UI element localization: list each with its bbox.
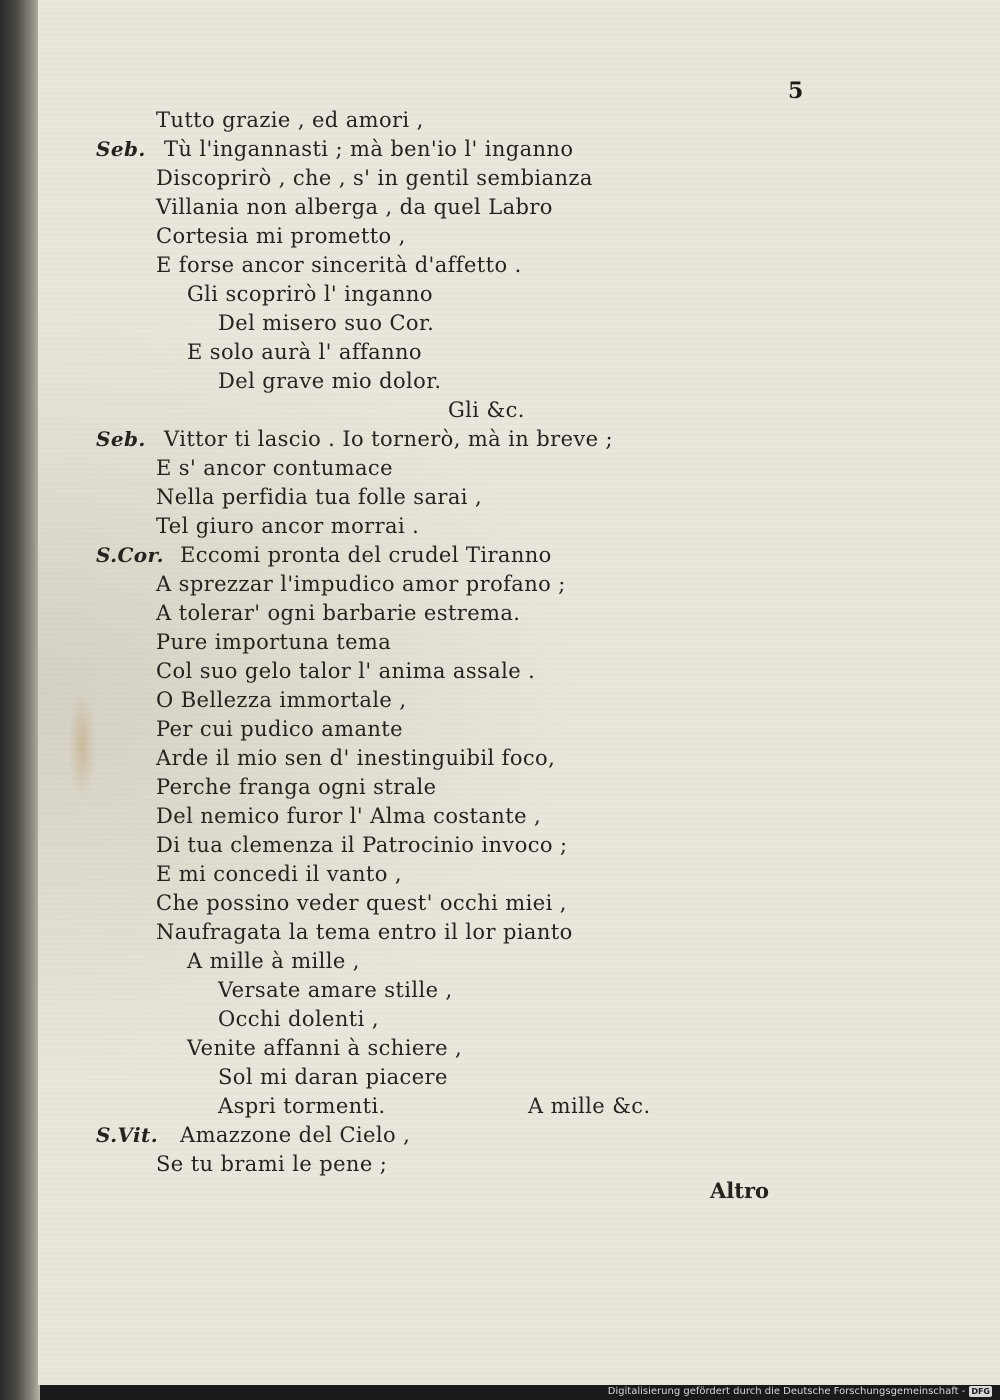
book-spine-edge: [0, 0, 40, 1400]
verse-line: Tel giuro ancor morrai .: [156, 514, 420, 538]
page-number: 5: [788, 78, 804, 104]
verse-line: A sprezzar l'impudico amor profano ;: [156, 572, 566, 596]
verse-line: Se tu brami le pene ;: [156, 1152, 388, 1176]
verse-line: E s' ancor contumace: [156, 456, 393, 480]
verse-line: Aspri tormenti.: [218, 1094, 386, 1118]
verse-line: Vittor ti lascio . Io tornerò, mà in breve ;: [164, 427, 614, 451]
verse-line: E solo aurà l' affanno: [187, 340, 422, 364]
verse-text-block: [38, 0, 998, 1380]
verse-line: Nella perfidia tua folle sarai ,: [156, 485, 483, 509]
speaker-label: Seb.: [96, 137, 146, 161]
credit-text: Digitalisierung gefördert durch die Deutsche Forschungsgemeinschaft -: [607, 1385, 966, 1397]
speaker-label: Seb.: [96, 427, 146, 451]
verse-line: Venite affanni à schiere ,: [187, 1036, 463, 1060]
verse-line: Occhi dolenti ,: [218, 1007, 379, 1031]
verse-line: Del misero suo Cor.: [218, 311, 435, 335]
verse-line: Del nemico furor l' Alma costante ,: [156, 804, 542, 828]
verse-line: Versate amare stille ,: [218, 978, 453, 1002]
catchword: Altro: [710, 1178, 770, 1203]
speaker-label: S.Cor.: [96, 543, 165, 567]
verse-line: O Bellezza immortale ,: [156, 688, 407, 712]
verse-line: Gli &c.: [448, 398, 525, 422]
verse-line: Villania non alberga , da quel Labro: [156, 195, 553, 219]
verse-line: E forse ancor sincerità d'affetto .: [156, 253, 522, 277]
verse-line: E mi concedi il vanto ,: [156, 862, 402, 886]
verse-line: Gli scoprirò l' inganno: [187, 282, 433, 306]
verse-line: Discoprirò , che , s' in gentil sembianza: [156, 166, 593, 190]
book-page: [38, 0, 1000, 1385]
verse-line: Naufragata la tema entro il lor pianto: [156, 920, 573, 944]
verse-line: Che possino veder quest' occhi miei ,: [156, 891, 567, 915]
verse-line: Perche franga ogni strale: [156, 775, 437, 799]
verse-line: Tù l'ingannasti ; mà ben'io l' inganno: [164, 137, 574, 161]
verse-line: Pure importuna tema: [156, 630, 392, 654]
verse-line: Cortesia mi prometto ,: [156, 224, 406, 248]
verse-line: Del grave mio dolor.: [218, 369, 442, 393]
speaker-label: S.Vit.: [96, 1123, 159, 1147]
verse-line: Tutto grazie , ed amori ,: [156, 108, 424, 132]
digitization-credit: [608, 1384, 992, 1398]
refrain-cue: A mille &c.: [528, 1094, 651, 1118]
dfg-logo-icon: DFG: [971, 1386, 990, 1396]
verse-line: Eccomi pronta del crudel Tiranno: [180, 543, 552, 567]
verse-line: Amazzone del Cielo ,: [180, 1123, 411, 1147]
verse-line: Col suo gelo talor l' anima assale .: [156, 659, 536, 683]
verse-line: Arde il mio sen d' inestinguibil foco,: [156, 746, 556, 770]
verse-line: A mille à mille ,: [187, 949, 360, 973]
verse-line: Per cui pudico amante: [156, 717, 403, 741]
verse-line: Sol mi daran piacere: [218, 1065, 448, 1089]
verse-line: A tolerar' ogni barbarie estrema.: [156, 601, 521, 625]
verse-line: Di tua clemenza il Patrocinio invoco ;: [156, 833, 568, 857]
